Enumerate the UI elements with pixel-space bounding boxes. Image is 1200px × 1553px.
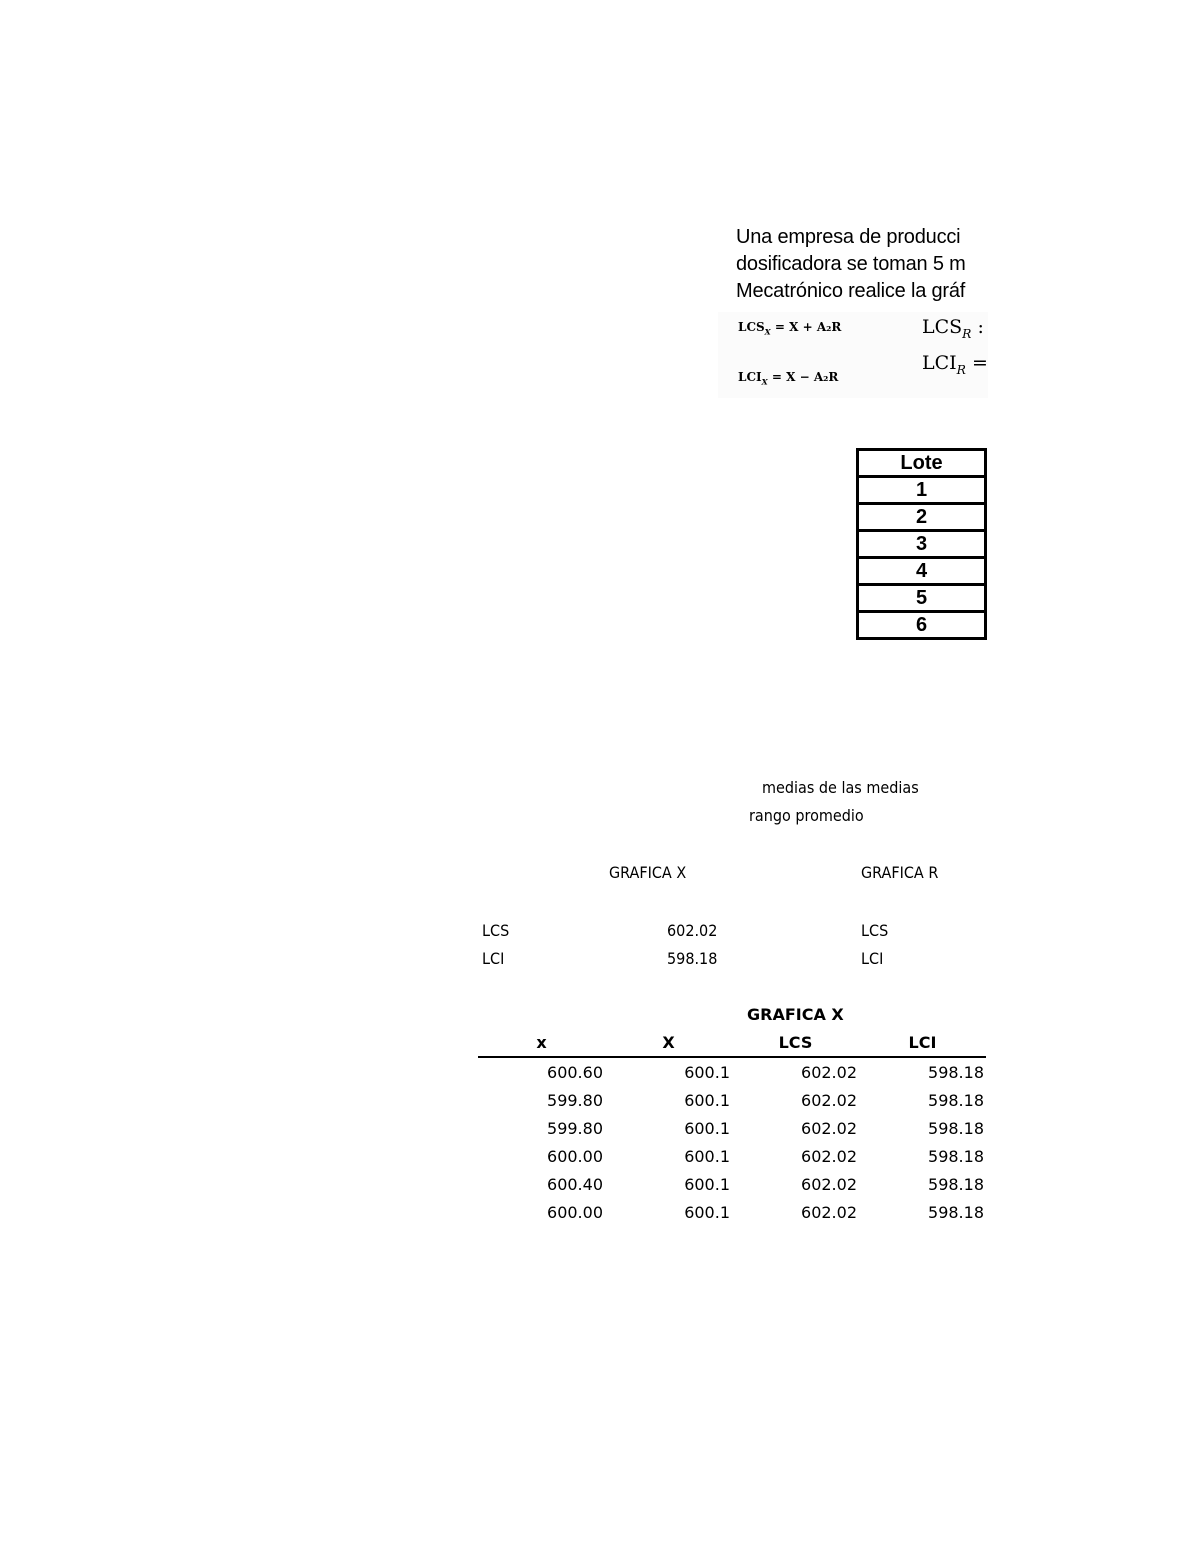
cell-mean: 600.1 bbox=[684, 1174, 730, 1194]
formula-lci-x-rhs: = X − A₂R bbox=[771, 370, 839, 384]
cell-lci: 598.18 bbox=[928, 1090, 984, 1110]
lote-cell: 5 bbox=[858, 585, 986, 612]
lote-header: Lote bbox=[858, 450, 986, 477]
formula-lci-x-label: LCI bbox=[738, 370, 762, 384]
formula-lci-x bbox=[738, 370, 838, 386]
formula-image bbox=[718, 312, 988, 398]
cell-mean: 600.1 bbox=[684, 1202, 730, 1222]
cell-x: 599.80 bbox=[547, 1118, 603, 1138]
limit-x-lcs-value: 602.02 bbox=[667, 921, 718, 940]
grafica-x-table bbox=[478, 1028, 986, 1226]
grafica-x-table-title: GRAFICA X bbox=[747, 1005, 844, 1024]
cell-lcs: 602.02 bbox=[801, 1118, 857, 1138]
cell-mean: 600.1 bbox=[684, 1062, 730, 1082]
cell-x: 600.00 bbox=[547, 1146, 603, 1166]
formula-lcs-r-label: LCS bbox=[922, 316, 963, 338]
cell-lcs: 602.02 bbox=[801, 1062, 857, 1082]
table-row bbox=[478, 1170, 986, 1198]
problem-line-3: Mecatrónico realice la gráf bbox=[736, 280, 966, 302]
cell-mean: 600.1 bbox=[684, 1146, 730, 1166]
problem-statement bbox=[734, 222, 986, 402]
formula-lcs-r-tail: : bbox=[977, 316, 984, 338]
col-header-lci: LCI bbox=[859, 1028, 986, 1057]
problem-line-1: Una empresa de producci bbox=[736, 226, 961, 248]
limit-r-lcs-label: LCS bbox=[861, 921, 889, 940]
formula-lci-r-tail: = bbox=[972, 352, 988, 374]
cell-lcs: 602.02 bbox=[801, 1146, 857, 1166]
cell-lci: 598.18 bbox=[928, 1118, 984, 1138]
cell-x: 599.80 bbox=[547, 1090, 603, 1110]
limit-r-lci-label: LCI bbox=[861, 949, 884, 968]
cell-x: 600.40 bbox=[547, 1174, 603, 1194]
cell-mean: 600.1 bbox=[684, 1118, 730, 1138]
cell-lci: 598.18 bbox=[928, 1174, 984, 1194]
table-row bbox=[478, 1086, 986, 1114]
limit-x-lcs-label: LCS bbox=[482, 921, 510, 940]
col-header-lcs: LCS bbox=[732, 1028, 859, 1057]
formula-lcs-r-sub: R bbox=[962, 326, 972, 341]
lote-cell: 1 bbox=[858, 477, 986, 504]
col-header-x: x bbox=[478, 1028, 605, 1057]
col-header-X: X bbox=[605, 1028, 732, 1057]
cell-x: 600.60 bbox=[547, 1062, 603, 1082]
cell-mean: 600.1 bbox=[684, 1090, 730, 1110]
lote-cell: 4 bbox=[858, 558, 986, 585]
limit-x-lci-label: LCI bbox=[482, 949, 505, 968]
formula-lci-r-sub: R bbox=[956, 362, 966, 377]
table-row bbox=[478, 1057, 986, 1086]
cell-lcs: 602.02 bbox=[801, 1090, 857, 1110]
formula-lcs-x-label: LCS bbox=[738, 320, 765, 334]
table-header-row bbox=[478, 1028, 986, 1057]
formula-lcs-r bbox=[922, 316, 984, 341]
section-grafica-r: GRAFICA R bbox=[861, 863, 939, 882]
table-row bbox=[478, 1198, 986, 1226]
formula-lci-r bbox=[922, 352, 988, 377]
lote-cell: 2 bbox=[858, 504, 986, 531]
table-row bbox=[478, 1114, 986, 1142]
formula-lcs-x-sub: X bbox=[764, 327, 771, 337]
lote-cell: 3 bbox=[858, 531, 986, 558]
problem-line-2: dosificadora se toman 5 m bbox=[736, 253, 966, 275]
formula-lcs-x bbox=[738, 320, 841, 336]
cell-lcs: 602.02 bbox=[801, 1202, 857, 1222]
formula-lci-x-sub: X bbox=[761, 377, 768, 387]
cell-lci: 598.18 bbox=[928, 1202, 984, 1222]
cell-lci: 598.18 bbox=[928, 1062, 984, 1082]
limit-x-lci-value: 598.18 bbox=[667, 949, 718, 968]
cell-lcs: 602.02 bbox=[801, 1174, 857, 1194]
lote-cell: 6 bbox=[858, 612, 986, 639]
table-row bbox=[478, 1142, 986, 1170]
lote-table bbox=[856, 448, 987, 640]
cell-lci: 598.18 bbox=[928, 1146, 984, 1166]
section-grafica-x: GRAFICA X bbox=[609, 863, 687, 882]
cell-x: 600.00 bbox=[547, 1202, 603, 1222]
note-rango-promedio: rango promedio bbox=[749, 806, 864, 825]
note-media-de-medias: medias de las medias bbox=[762, 778, 919, 797]
formula-lcs-x-rhs: = X + A₂R bbox=[774, 320, 842, 334]
formula-lci-r-label: LCI bbox=[922, 352, 957, 374]
